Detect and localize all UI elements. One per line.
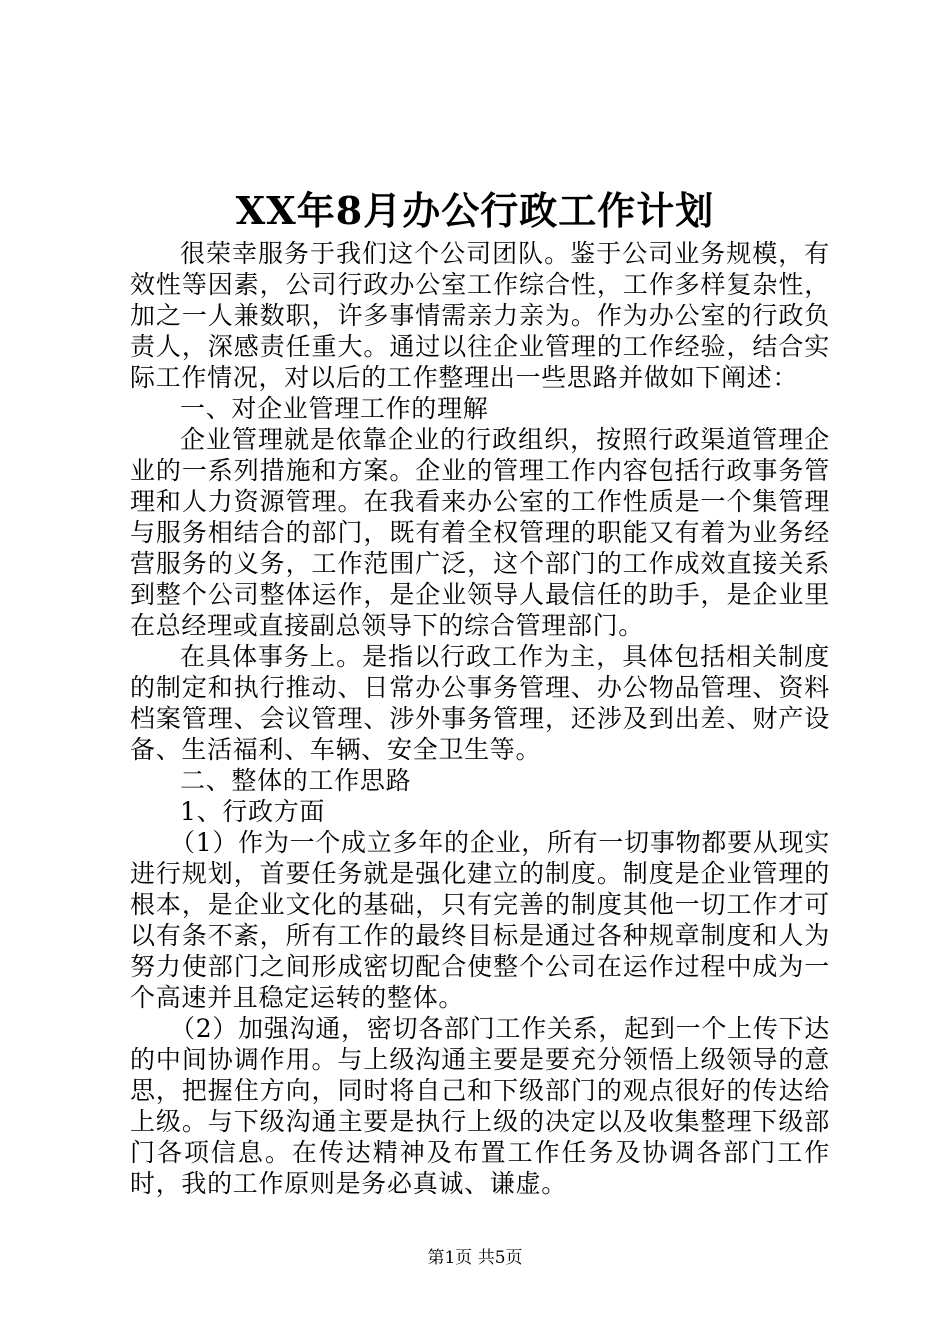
subsection-heading: 1、行政方面 bbox=[180, 797, 326, 826]
body-paragraph: 在具体事务上。是指以行政工作为主，具体包括相关制度的制定和执行推动、日常办公事务管理、办公物品管理、资料档案管理、会议管理、涉外事务管理，还涉及到出差、财产设备、生活福利、车辆、安全卫生等。 bbox=[130, 642, 830, 764]
body-paragraph: （2）加强沟通，密切各部门工作关系，起到一个上传下达的中间协调作用。与上级沟通主要是要充分领悟上级领导的意思，把握住方向，同时将自己和下级部门的观点很好的传达给上级。与下级沟通主要是执行上级的决定以及收集整理下级部门各项信息。在传达精神及布置工作任务及协调各部门工作时，我的工作原则是务必真诚、谦虚。 bbox=[130, 1014, 830, 1198]
intro-paragraph: 很荣幸服务于我们这个公司团队。鉴于公司业务规模，有效性等因素，公司行政办公室工作综合性，工作多样复杂性，加之一人兼数职，许多事情需亲力亲为。作为办公室的行政负责人，深感责任重大。通过以往企业管理的工作经验，结合实际工作情况，对以后的工作整理出一些思路并做如下阐述： bbox=[130, 239, 830, 392]
section-heading-2: 二、整体的工作思路 bbox=[180, 766, 412, 795]
document-body bbox=[130, 238, 830, 1199]
body-paragraph: （1）作为一个成立多年的企业，所有一切事物都要从现实进行规划，首要任务就是强化建立的制度。制度是企业管理的根本，是企业文化的基础，只有完善的制度其他一切工作才可以有条不紊，所有工作的最终目标是通过各种规章制度和人为努力使部门之间形成密切配合使整个公司在运作过程中成为一个高速并且稳定运转的整体。 bbox=[130, 828, 830, 1012]
page-number: 第1页 共5页 bbox=[427, 1248, 523, 1268]
body-paragraph: 企业管理就是依靠企业的行政组织，按照行政渠道管理企业的一系列措施和方案。企业的管理工作内容包括行政事务管理和人力资源管理。在我看来办公室的工作性质是一个集管理与服务相结合的部门，既有着全权管理的职能又有着为业务经营服务的义务，工作范围广泛，这个部门的工作成效直接关系到整个公司整体运作，是企业领导人最信任的助手，是企业里在总经理或直接副总领导下的综合管理部门。 bbox=[130, 425, 830, 640]
section-heading-1: 一、对企业管理工作的理解 bbox=[180, 394, 489, 423]
document-title: XX年8月办公行政工作计划 bbox=[235, 188, 715, 233]
